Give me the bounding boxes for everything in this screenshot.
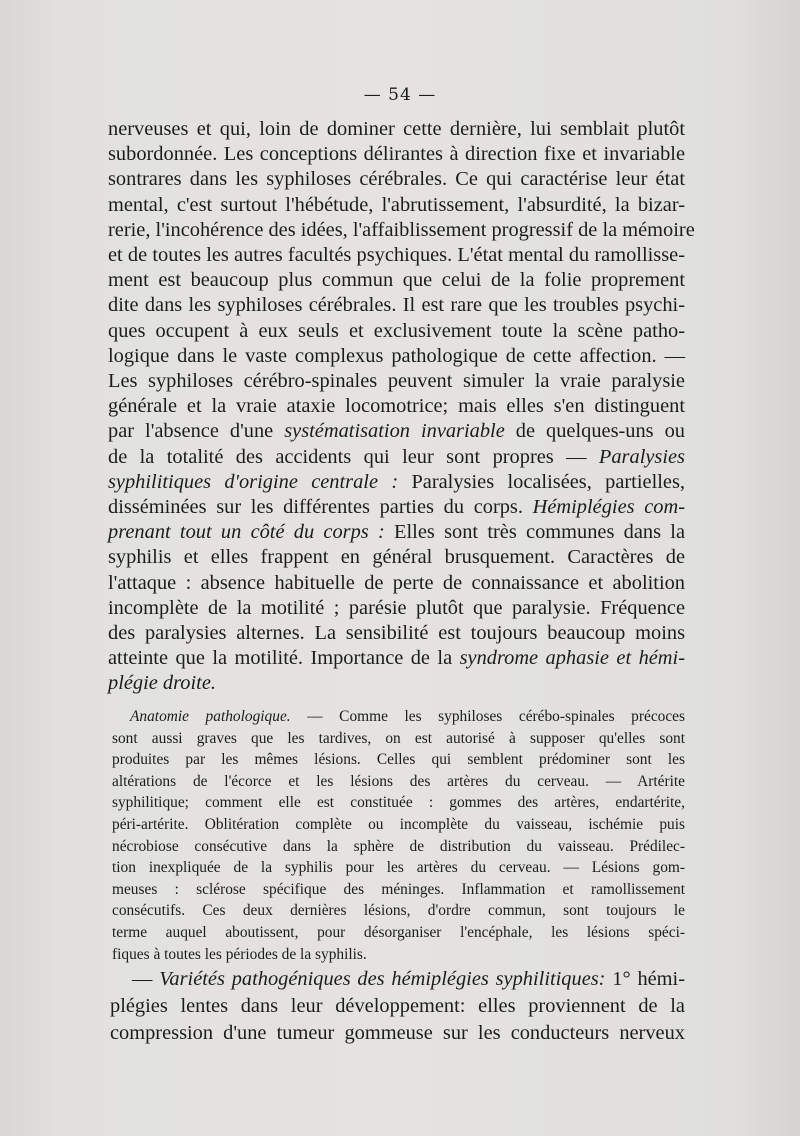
text-line: l'attaque : absence habituelle de perte de connaissance et abolition xyxy=(108,571,685,594)
text-line xyxy=(110,966,685,993)
italic-phrase: plégie droite. xyxy=(108,672,216,695)
text-run: — xyxy=(132,968,160,990)
text-line: Les syphiloses cérébro-spinales peuvent simuler la vraie paralysie xyxy=(108,370,685,393)
text-line: nerveuses et qui, loin de dominer cette dernière, lui semblait plutôt xyxy=(108,118,685,140)
italic-phrase: syndrome aphasie et hémi- xyxy=(459,647,685,670)
text-line xyxy=(112,706,685,728)
text-line: péri-artérite. Oblitération complète ou incomplète du vaisseau, ischémie puis xyxy=(112,815,685,833)
text-run: de quelques-uns ou xyxy=(504,420,686,443)
text-line xyxy=(108,419,685,444)
text-line: syphilitique; comment elle est constituée : gommes des artères, endartérite, xyxy=(112,794,685,812)
text-line: ques occupent à eux seuls et exclusivement toute la scène patho- xyxy=(108,319,685,342)
text-line: des paralysies alternes. La sensibilité est toujours beaucoup moins xyxy=(108,622,685,645)
text-run: Elles sont très communes dans la xyxy=(384,521,685,544)
italic-phrase: syphilitiques d'origine centrale : xyxy=(108,470,399,493)
italic-phrase: Variétés pathogéniques des hémiplégies syphilitiques: xyxy=(159,968,606,990)
text-line: subordonnée. Les conceptions délirantes à direction fixe et invariable xyxy=(108,143,685,166)
text-line: nécrobiose consécutive dans la sphère de distribution du vaisseau. Prédilec- xyxy=(112,837,685,855)
text-run: atteinte que la motilité. Importance de la xyxy=(108,647,460,670)
text-line: rerie, l'incohérence des idées, l'affaiblissement progressif de la mémoire xyxy=(108,218,695,241)
text-line: fiques à toutes les périodes de la syphilis. xyxy=(112,945,367,963)
text-line xyxy=(108,520,685,545)
text-line: altérations de l'écorce et les lésions des artères du cerveau. — Artérite xyxy=(112,772,685,790)
text-line: produites par les mêmes lésions. Celles qui semblent prédominer sont les xyxy=(112,751,685,769)
italic-phrase: systématisation invariable xyxy=(284,420,505,443)
text-line: meuses : sclérose spécifique des méninges. Inflammation et ramollissement xyxy=(112,880,685,898)
italic-phrase: Paralysies xyxy=(598,445,685,468)
text-line: et de toutes les autres facultés psychiques. L'état mental du ramollisse- xyxy=(108,244,685,267)
text-line: plégies lentes dans leur développement: elles proviennent de la xyxy=(110,994,685,1017)
text-line xyxy=(108,671,685,696)
tail-paragraph xyxy=(110,966,685,1046)
text-run: par l'absence d'une xyxy=(108,420,285,443)
text-run: Paralysies localisées, partielles, xyxy=(398,470,685,493)
main-paragraph xyxy=(108,117,695,697)
page-number: — 54 — xyxy=(363,85,437,105)
italic-phrase: Hémiplégies com- xyxy=(532,496,685,519)
text-line: consécutifs. Ces deux dernières lésions, d'ordre commun, sont toujours le xyxy=(112,902,685,920)
text-line: syphilis et elles frappent en général brusquement. Caractères de xyxy=(108,546,685,569)
text-line xyxy=(108,495,685,520)
text-line: dite dans les syphiloses cérébrales. Il est rare que les troubles psychi- xyxy=(108,294,685,317)
text-run: disséminées sur les différentes parties du corps. xyxy=(108,496,533,519)
text-line xyxy=(108,445,685,470)
text-line: terme auquel aboutissent, pour désorganiser l'encéphale, les lésions spéci- xyxy=(112,923,685,941)
text-line xyxy=(108,646,685,671)
text-line: sont aussi graves que les tardives, on est autorisé à supposer qu'elles sont xyxy=(112,729,685,747)
text-line: incomplète de la motilité ; parésie plutôt que paralysie. Fréquence xyxy=(108,596,685,619)
text-run: 1° hémi- xyxy=(605,968,686,990)
text-line: logique dans le vaste complexus pathologique de cette affection. — xyxy=(108,344,685,367)
text-run: de la totalité des accidents qui leur sont propres — xyxy=(108,445,599,468)
text-line: générale et la vraie ataxie locomotrice; mais elles s'en distinguent xyxy=(108,395,685,418)
text-line: mental, c'est surtout l'hébétude, l'abrutissement, l'absurdité, la bizar- xyxy=(108,193,685,216)
text-line: sontrares dans les syphiloses cérébrales. Ce qui caractérise leur état xyxy=(108,168,685,191)
italic-phrase: prenant tout un côté du corps : xyxy=(108,521,385,544)
text-run: — Comme les syphiloses cérébo-spinales précoces xyxy=(290,708,685,725)
text-line: tion inexpliquée de la syphilis pour les artères du cerveau. — Lésions gom- xyxy=(112,859,685,877)
section-heading: Anatomie pathologique. xyxy=(130,708,291,725)
small-print-paragraph xyxy=(112,706,685,965)
text-line: ment est beaucoup plus commun que celui de la folie proprement xyxy=(108,269,685,292)
text-line xyxy=(108,470,685,495)
text-line: compression d'une tumeur gommeuse sur les conducteurs nerveux xyxy=(110,1021,685,1044)
